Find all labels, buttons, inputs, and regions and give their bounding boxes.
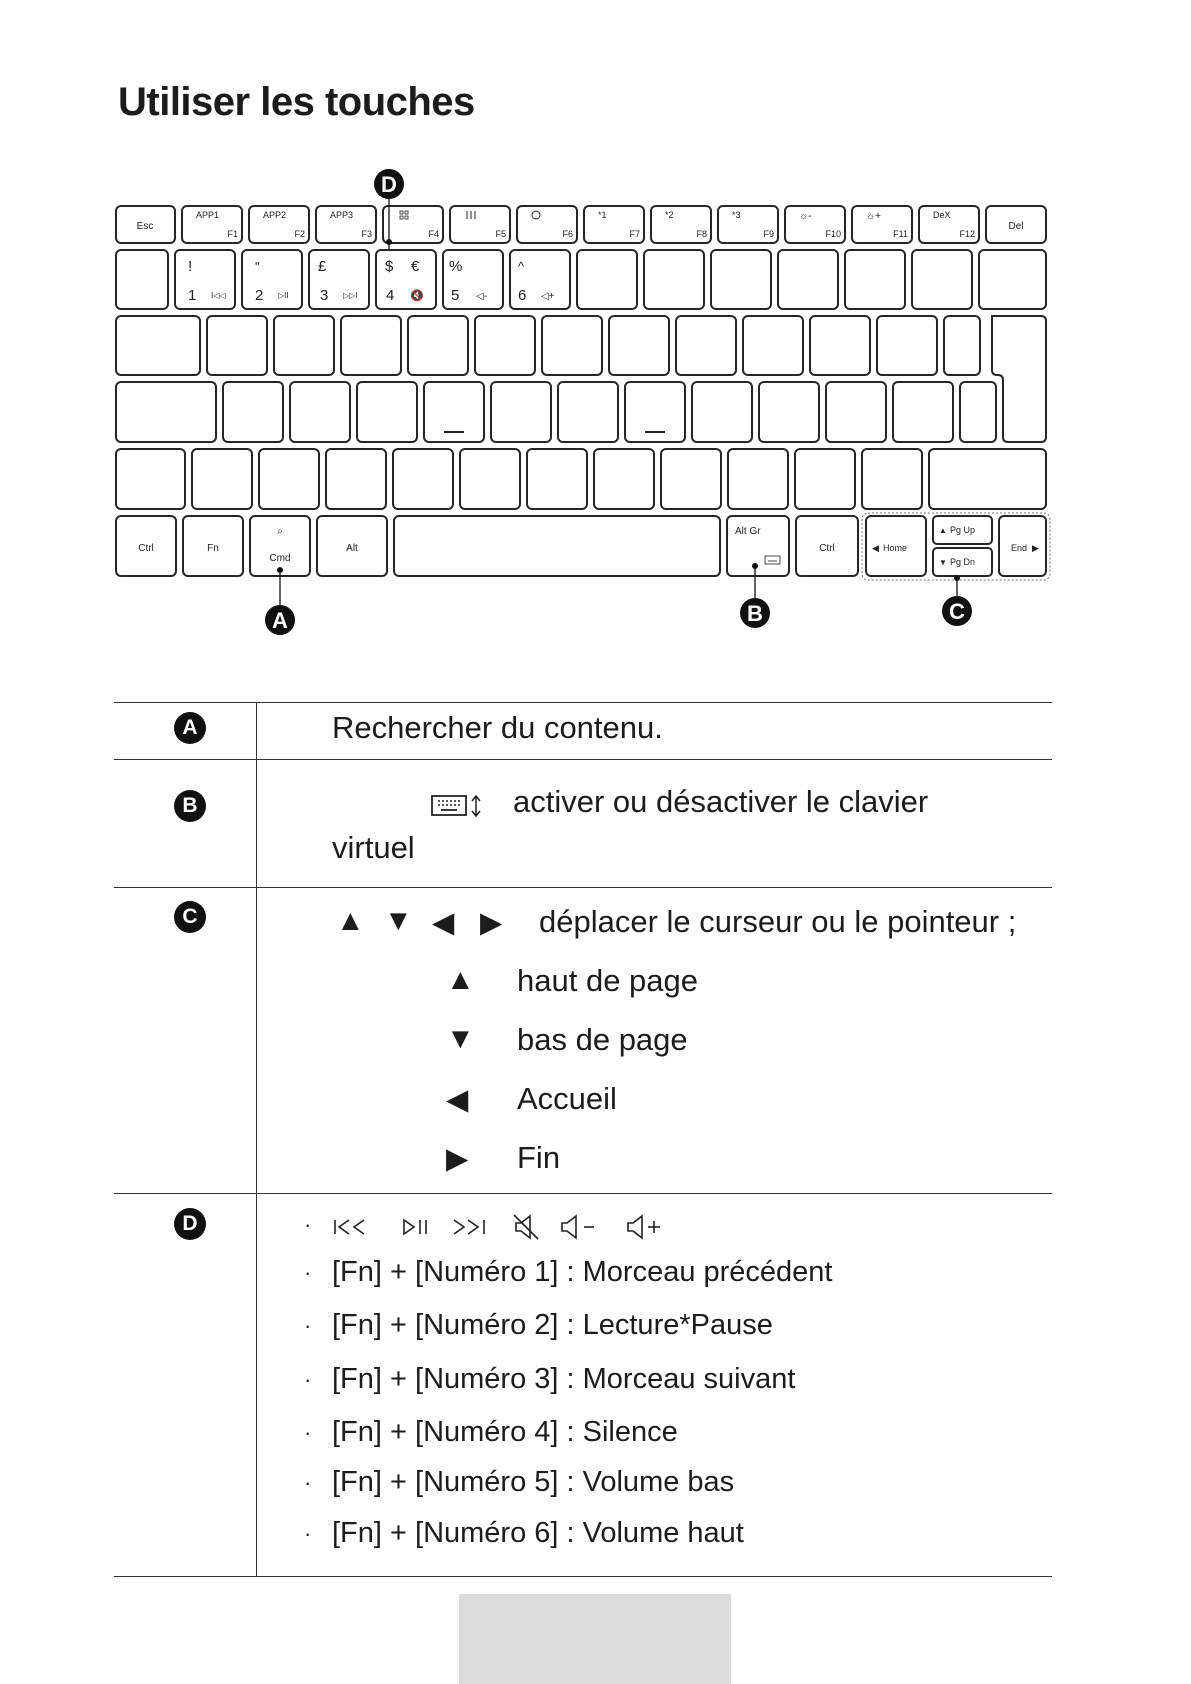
- row-b-text: activer ou désactiver le clavier: [513, 784, 929, 819]
- keyboard-fn-row: [116, 206, 1046, 243]
- key-7: [577, 250, 637, 309]
- search-key-icon: ⌕: [277, 526, 283, 537]
- key-f10-label: F10: [825, 229, 841, 239]
- row-c-text: déplacer le curseur ou le pointeur ;: [539, 904, 1017, 939]
- callout-c: [942, 575, 972, 626]
- key-ctrl-right-label: Ctrl: [819, 543, 835, 554]
- up-arrow-icon: ▲: [446, 964, 475, 996]
- key-f11-label: F11: [893, 229, 908, 239]
- key-f7-top-label: *1: [598, 210, 607, 220]
- key-2-top-label: ": [255, 259, 260, 274]
- key-f6-label: F6: [562, 229, 573, 239]
- table-column-divider: [256, 702, 257, 1576]
- volume-up-icon: ◁+: [541, 291, 555, 302]
- next-track-icon: [454, 1220, 484, 1234]
- page-title: Utiliser les touches: [118, 80, 475, 124]
- key-del-label: Del: [1008, 221, 1024, 232]
- key-6-label: 6: [518, 287, 527, 304]
- bullet: ·: [304, 1521, 312, 1546]
- key-alt-label: Alt: [346, 543, 358, 554]
- key-equals: [912, 250, 972, 309]
- bullet: ·: [304, 1420, 312, 1445]
- key-backtick: [116, 250, 168, 309]
- table-rule: [114, 1576, 1052, 1577]
- key-esc-label: Esc: [136, 221, 154, 232]
- key-backspace: [979, 250, 1046, 309]
- key-8: [644, 250, 704, 309]
- bullet: ·: [304, 1313, 312, 1338]
- mute-icon: 🔇: [410, 290, 424, 302]
- key-1: [175, 250, 235, 309]
- key-enter: [992, 316, 1046, 442]
- key-2-label: 2: [255, 287, 264, 304]
- row-d-item: [Fn] + [Numéro 1] : Morceau précédent: [332, 1256, 833, 1288]
- virtual-keyboard-icon: [431, 793, 485, 819]
- key-f12-top-label: DeX: [933, 210, 951, 220]
- key-alt-gr: [727, 516, 789, 576]
- key-f9-label: F9: [763, 229, 774, 239]
- key-f2-top-label: APP2: [263, 210, 287, 220]
- play-pause-icon: [404, 1220, 426, 1234]
- key-pg-up-label: Pg Up: [950, 525, 976, 535]
- left-arrow-icon: ◀: [432, 907, 455, 939]
- bullet: ·: [304, 1212, 312, 1237]
- key-f3-label: F3: [361, 229, 372, 239]
- up-arrow-icon: ▲: [336, 905, 365, 937]
- key-3-label: 3: [320, 287, 329, 304]
- key-f4-label: F4: [428, 229, 439, 239]
- key-0: [778, 250, 838, 309]
- key-2: [242, 250, 302, 309]
- volume-up-icon: [628, 1216, 660, 1238]
- badge-b: B: [174, 790, 206, 822]
- right-arrow-icon: ▶: [480, 907, 503, 939]
- key-cmd-label: Cmd: [269, 553, 291, 564]
- badge-d: D: [174, 1208, 206, 1240]
- row-c-item: Fin: [517, 1140, 561, 1175]
- key-4-top-label: $: [385, 258, 394, 275]
- table-rule: [114, 1193, 1052, 1194]
- row-d-item: [Fn] + [Numéro 2] : Lecture*Pause: [332, 1309, 773, 1341]
- brightness-up-icon: ☼+: [866, 211, 882, 222]
- key-f3-top-label: APP3: [330, 210, 354, 220]
- key-4-label: 4: [386, 287, 395, 304]
- volume-down-icon: ◁-: [476, 291, 488, 302]
- next-track-icon: ▷▷I: [343, 291, 358, 300]
- key-f12-label: F12: [959, 229, 975, 239]
- key-f2-label: F2: [294, 229, 305, 239]
- key-4-alt-label: €: [411, 258, 420, 275]
- key-6-top-label: ^: [518, 259, 525, 274]
- keyboard-home-row: [116, 382, 996, 442]
- key-alt-gr-label: Alt Gr: [735, 526, 761, 537]
- play-pause-icon: ▷II: [278, 291, 289, 300]
- badge-c: C: [174, 901, 206, 933]
- up-arrow-icon: ▲: [939, 526, 947, 535]
- keyboard-bottom-letter-row: [116, 449, 1046, 509]
- volume-down-icon: [562, 1216, 594, 1238]
- down-arrow-icon: ▼: [446, 1023, 475, 1055]
- key-f7-label: F7: [629, 229, 640, 239]
- row-b-text-line2: virtuel: [332, 830, 415, 865]
- svg-text:D: D: [381, 172, 397, 197]
- row-a-text: Rechercher du contenu.: [332, 710, 663, 745]
- svg-text:A: A: [272, 608, 288, 633]
- bullet: ·: [304, 1367, 312, 1392]
- key-space: [394, 516, 720, 576]
- key-ctrl-left-label: Ctrl: [138, 543, 154, 554]
- key-minus: [845, 250, 905, 309]
- key-f1-label: F1: [227, 229, 238, 239]
- key-pg-dn-label: Pg Dn: [950, 557, 976, 567]
- right-arrow-icon: ▶: [446, 1143, 469, 1175]
- key-f8-label: F8: [696, 229, 707, 239]
- key-f1-top-label: APP1: [196, 210, 220, 220]
- svg-text:B: B: [747, 601, 763, 626]
- callout-a: [265, 567, 295, 635]
- key-f5-label: F5: [495, 229, 506, 239]
- key-f8-top-label: *2: [665, 210, 674, 220]
- key-1-label: 1: [188, 287, 197, 304]
- key-9: [711, 250, 771, 309]
- key-1-top-label: !: [188, 258, 193, 275]
- key-fn-label: Fn: [207, 543, 219, 554]
- row-d-item: [Fn] + [Numéro 6] : Volume haut: [332, 1517, 744, 1549]
- media-icons-row: [332, 1212, 672, 1242]
- brightness-down-icon: ☼-: [799, 211, 812, 222]
- row-c-item: haut de page: [517, 963, 699, 998]
- table-rule: [114, 759, 1052, 760]
- mute-icon: [514, 1215, 538, 1239]
- key-3-top-label: £: [318, 258, 327, 275]
- left-arrow-icon: ◀: [446, 1084, 469, 1116]
- row-c-item: bas de page: [517, 1022, 688, 1057]
- left-arrow-icon: ◀: [872, 543, 879, 553]
- key-f9-top-label: *3: [732, 210, 741, 220]
- table-rule: [114, 702, 1052, 703]
- keyboard-modifier-row: [116, 513, 1050, 580]
- table-rule: [114, 887, 1052, 888]
- right-arrow-icon: ▶: [1032, 543, 1039, 553]
- bullet: ·: [304, 1470, 312, 1495]
- row-c-item: Accueil: [517, 1081, 617, 1116]
- previous-track-icon: I◁◁: [211, 291, 226, 300]
- row-d-item: [Fn] + [Numéro 3] : Morceau suivant: [332, 1363, 796, 1395]
- key-end-label: End: [1011, 543, 1028, 553]
- bullet: ·: [304, 1260, 312, 1285]
- row-d-item: [Fn] + [Numéro 5] : Volume bas: [332, 1466, 735, 1498]
- row-d-item: [Fn] + [Numéro 4] : Silence: [332, 1416, 678, 1448]
- previous-track-icon: [335, 1220, 364, 1234]
- key-5-label: 5: [451, 287, 460, 304]
- page-number-box: [459, 1594, 731, 1684]
- keyboard-number-row: [116, 250, 1046, 309]
- badge-a: A: [174, 712, 206, 744]
- keyboard-illustration: [0, 0, 1191, 660]
- down-arrow-icon: ▼: [384, 905, 413, 937]
- key-5-top-label: %: [449, 258, 463, 275]
- key-home-label: Home: [883, 543, 908, 553]
- down-arrow-icon: ▼: [939, 558, 947, 567]
- svg-text:C: C: [949, 599, 965, 624]
